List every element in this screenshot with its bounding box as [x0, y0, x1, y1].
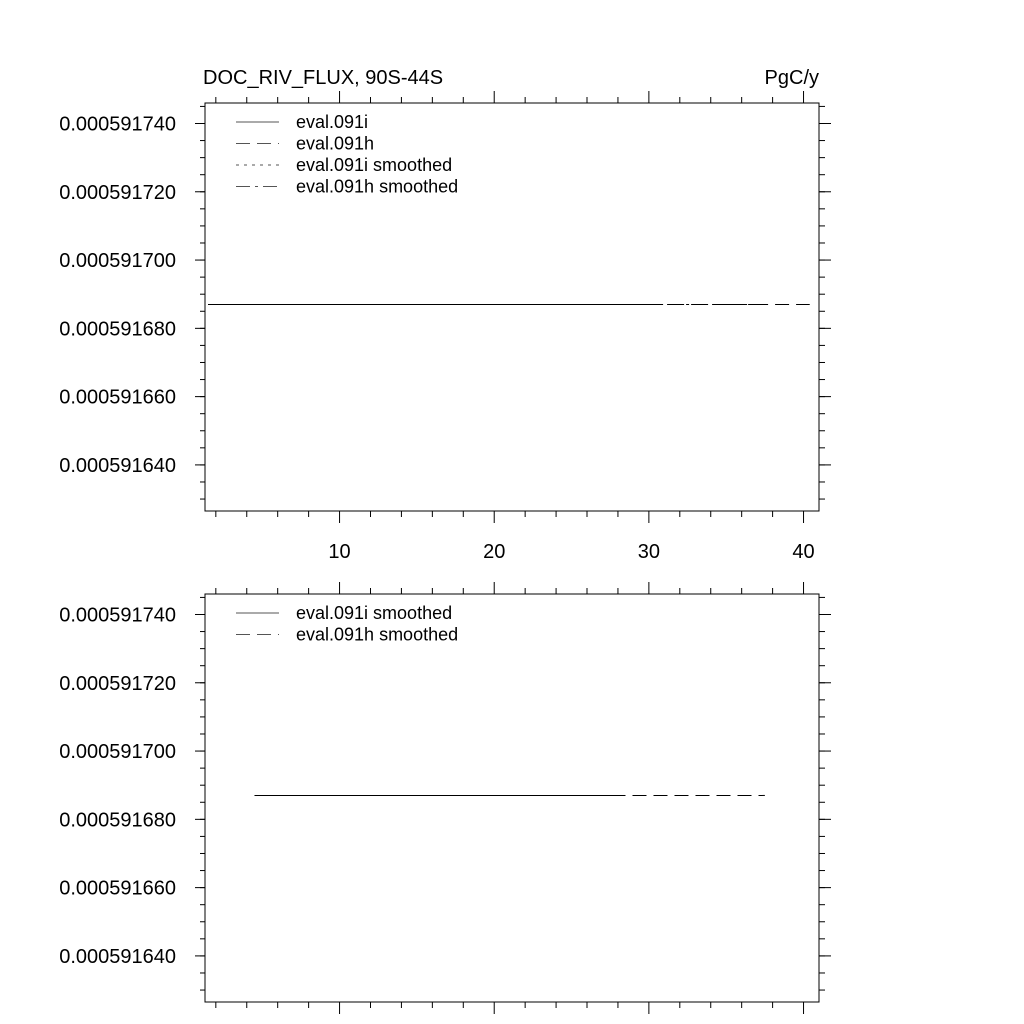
ytick-label: 0.000591740 [59, 604, 176, 627]
chart-panel-2 [59, 582, 831, 1014]
ytick-label: 0.000591720 [59, 181, 176, 204]
xtick-label: 20 [483, 541, 506, 563]
ytick-label: 0.000591660 [59, 877, 176, 900]
legend-label: eval.091h smoothed [296, 176, 459, 197]
plot-frame [205, 594, 819, 1002]
chart-units: PgC/y [764, 67, 819, 89]
ytick-label: 0.000591640 [59, 454, 176, 477]
legend-label: eval.091i smoothed [296, 155, 453, 175]
ytick-label: 0.000591680 [59, 318, 176, 341]
ytick-label: 0.000591700 [59, 741, 176, 764]
chart-panel-1 [59, 67, 831, 563]
xtick-label: 10 [328, 541, 351, 563]
legend-label: eval.091h smoothed [296, 624, 459, 645]
ytick-label: 0.000591660 [59, 386, 176, 409]
legend-label: eval.091h [296, 133, 375, 154]
ytick-label: 0.000591680 [59, 809, 176, 832]
ytick-label: 0.000591740 [59, 113, 176, 136]
xtick-label: 40 [792, 541, 815, 563]
ytick-label: 0.000591640 [59, 945, 176, 968]
ytick-label: 0.000591720 [59, 672, 176, 695]
legend-label: eval.091i [296, 112, 369, 132]
legend-label: eval.091i smoothed [296, 603, 453, 623]
chart-title: DOC_RIV_FLUX, 90S-44S [203, 67, 444, 89]
xtick-label: 30 [637, 541, 660, 563]
ytick-label: 0.000591700 [59, 250, 176, 273]
